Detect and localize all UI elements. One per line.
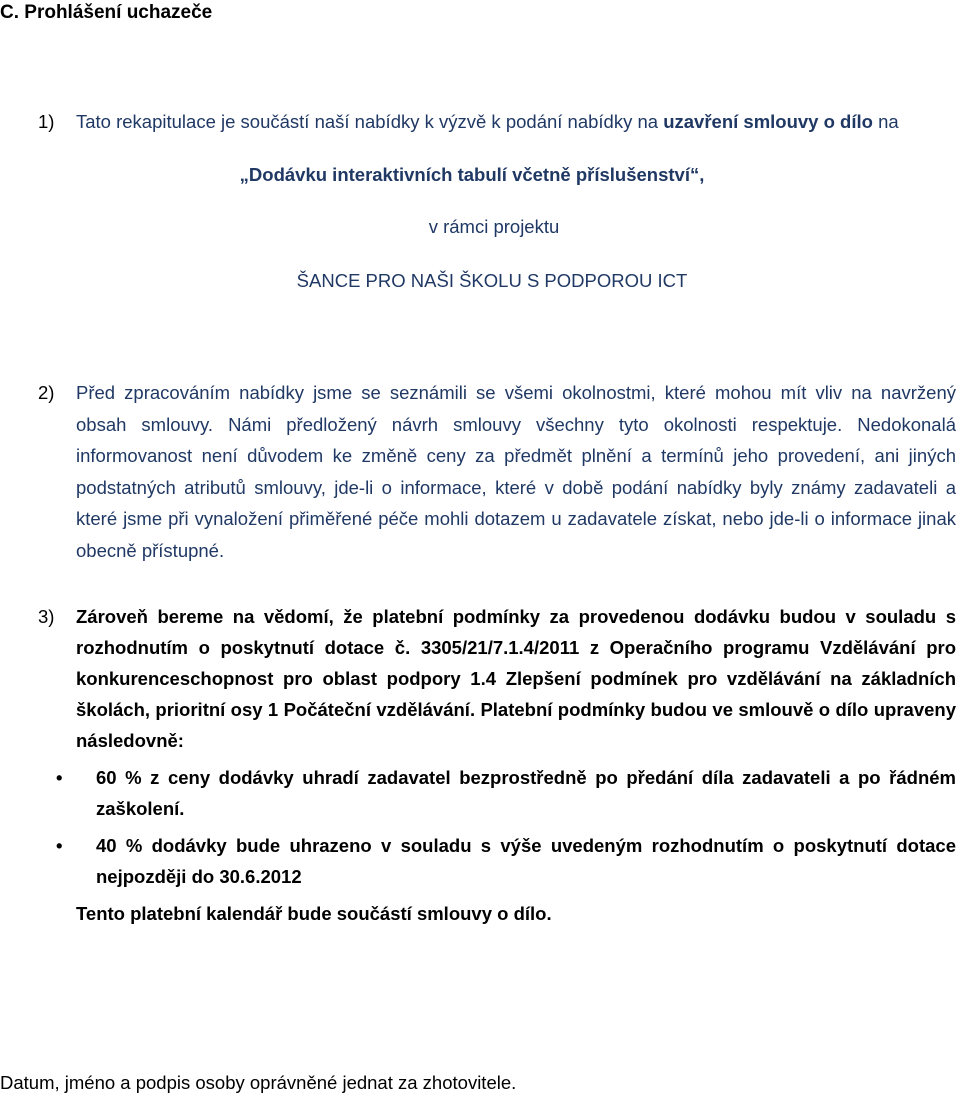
bullet-icon: • [56,835,63,856]
project-intro: v rámci projektu [428,216,560,237]
contract-subject: „Dodávku interaktivních tabulí včetně příslušenství“, [239,164,705,185]
project-name: ŠANCE PRO NAŠI ŠKOLU S PODPOROU ICT [296,270,688,291]
section-3-number: 3) [38,606,55,627]
list-item [56,762,956,824]
section-2-text: Před zpracováním nabídky jsme se seznámili se všemi okolnostmi, které mohou mít vliv na navržený obsah smlouvy. Námi předložený návrh smlouvy všechny tyto okolnosti respektuje. Nedokonalá informovanost není důvodem ke změně ceny za předmět plnění a termínů jeho provedení, ani jiných podstatných atributů smlouvy, jde-li o informace, které v době podání nabídky byly známy zadavateli a které jsme při vynaložení přiměřené péče mohli dotazem u zadavatele získat, nebo jde-li o informace jinak obecně přístupné. [76,382,956,561]
section-2-number: 2) [38,382,55,403]
section-3 [38,601,956,929]
section-2 [38,377,956,566]
bullet-icon: • [56,767,63,788]
list-item [56,830,956,892]
payment-term-2: 40 % dodávky bude uhrazeno v souladu s výše uvedeným rozhodnutím o poskytnutí dotace nejpozději do 30.6.2012 [96,835,956,887]
signature-line: Datum, jméno a podpis osoby oprávněné jednat za zhotovitele. [0,1072,517,1093]
section-heading: C. Prohlášení uchazeče [0,2,213,23]
section-1 [38,108,956,136]
payment-term-1: 60 % z ceny dodávky uhradí zadavatel bezprostředně po předání díla zadavateli a po řádném zaškolení. [96,767,956,819]
section-1-number: 1) [38,111,55,132]
section-3-closing: Tento platební kalendář bude součástí smlouvy o dílo. [76,903,552,924]
payment-terms-list [56,762,956,892]
section-1-bold-text: uzavření smlouvy o dílo [663,111,873,132]
section-1-text-before: Tato rekapitulace je součástí naší nabídky k výzvě k podání nabídky na [76,111,664,132]
section-1-text-after: na [872,111,899,132]
section-3-text: Zároveň bereme na vědomí, že platební podmínky za provedenou dodávku budou v souladu s rozhodnutím o poskytnutí dotace č. 3305/21/7.1.4/2011 z Operačního programu Vzdělávání pro konkurenceschopnost pro oblast podpory 1.4 Zlepšení podmínek pro vzdělávání na základních školách, prioritní osy 1 Počáteční vzdělávání. Platební podmínky budou ve smlouvě o dílo upraveny následovně: [76,606,956,751]
